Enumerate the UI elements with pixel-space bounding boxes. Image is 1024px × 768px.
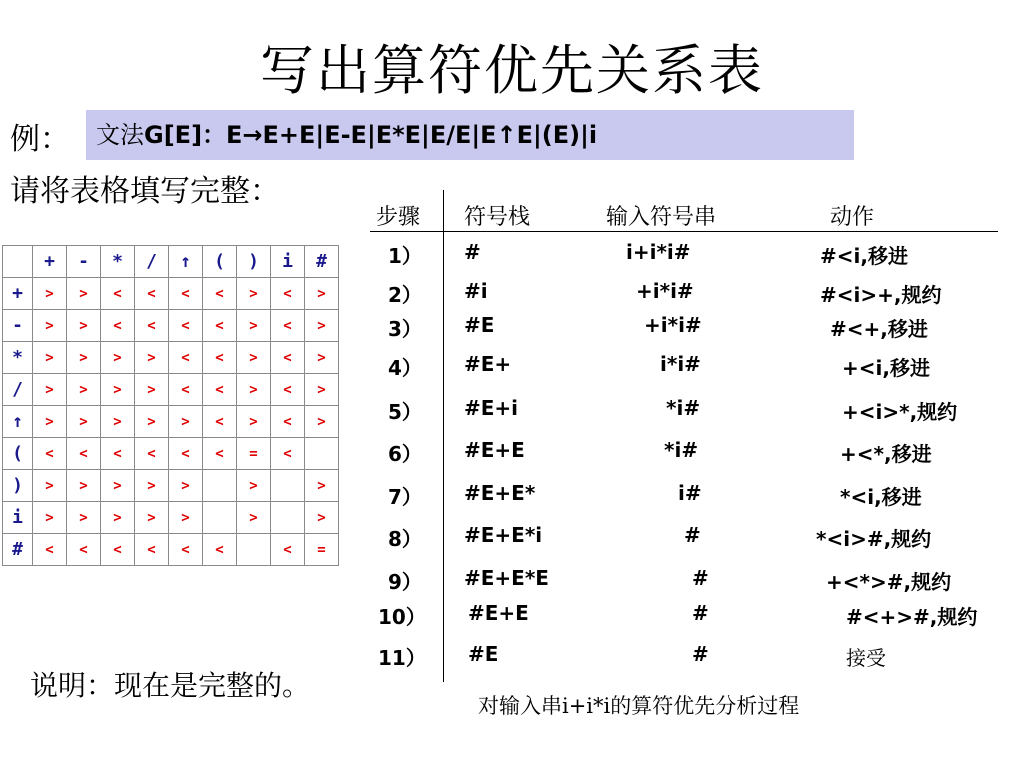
step-number: 11） [378,646,426,670]
grammar-box [86,110,854,160]
step-stack: #i [464,279,488,303]
step-stack: #E+E*i [464,523,543,547]
step-number: 2） [388,283,422,307]
relation-cell: < [203,374,237,406]
step-input: # [692,601,709,625]
relation-cell [203,470,237,502]
relation-cell: > [237,502,271,534]
step-input: +i*i# [644,313,702,337]
relation-cell: > [67,470,101,502]
relation-cell: > [169,502,203,534]
relation-cell: = [237,438,271,470]
relation-cell: > [237,342,271,374]
col-header: ( [203,246,237,278]
relation-cell: > [33,470,67,502]
step-number: 10） [378,605,426,629]
relation-cell: > [67,406,101,438]
relation-cell: > [305,342,339,374]
relation-cell: < [203,310,237,342]
relation-cell: < [169,374,203,406]
relation-cell: < [271,374,305,406]
step-action: *<i,移进 [840,485,922,509]
steps-divider-vertical [443,190,444,682]
step-input: i+i*i# [626,240,691,264]
relation-cell: > [67,310,101,342]
relation-cell: < [271,438,305,470]
relation-cell: < [169,342,203,374]
relation-cell: < [135,534,169,566]
step-number: 1） [388,244,422,268]
relation-cell: > [101,342,135,374]
relation-cell: > [135,406,169,438]
step-action: +<*,移进 [840,442,932,466]
relation-cell: > [135,342,169,374]
relation-cell: < [169,438,203,470]
relation-cell: > [305,406,339,438]
relation-cell: > [33,342,67,374]
step-stack: #E+E [464,438,525,462]
relation-cell: > [33,374,67,406]
relation-cell: > [101,470,135,502]
relation-cell: < [203,342,237,374]
row-header: ↑ [3,406,33,438]
relation-cell: > [237,470,271,502]
grammar-prefix: 文法 [96,121,144,149]
step-stack: # [464,240,481,264]
example-label: 例： [10,122,70,157]
step-action: +<*>#,规约 [826,570,952,594]
relation-cell: > [67,374,101,406]
relation-cell: < [33,534,67,566]
col-header: - [67,246,101,278]
step-number: 4） [388,356,422,380]
row-header: ) [3,470,33,502]
relation-cell [203,502,237,534]
relation-cell [305,438,339,470]
relation-cell: > [169,406,203,438]
note-text: 说明：现在是完整的。 [30,669,311,702]
col-header: ) [237,246,271,278]
relation-cell [237,534,271,566]
step-number: 6） [388,442,422,466]
relation-cell: > [305,374,339,406]
step-action: *<i>#,规约 [816,527,932,551]
step-stack: #E [468,642,499,666]
relation-cell: < [203,406,237,438]
step-action: +<i>*,规约 [842,400,958,424]
step-action: +<i,移进 [842,356,930,380]
relation-cell: > [169,470,203,502]
relation-cell: < [203,534,237,566]
relation-cell: > [305,502,339,534]
step-stack: #E+E*E [464,566,549,590]
precedence-row [3,438,339,470]
relation-cell: > [33,502,67,534]
row-header: i [3,502,33,534]
step-action: #<i,移进 [820,244,908,268]
relation-cell: < [169,534,203,566]
step-number: 9） [388,570,422,594]
relation-cell: > [135,502,169,534]
relation-cell: > [33,406,67,438]
col-header: ↑ [169,246,203,278]
precedence-row [3,310,339,342]
step-stack: #E [464,313,495,337]
relation-cell: > [305,470,339,502]
relation-cell: > [237,374,271,406]
relation-cell: > [67,502,101,534]
step-action: #<+,移进 [830,317,928,341]
relation-cell: < [67,534,101,566]
step-input: *i# [666,396,701,420]
header-step: 步骤 [376,205,421,230]
relation-cell: > [67,342,101,374]
grammar-productions: G[E]：E→E+E|E-E|E*E|E/E|E↑E|(E)|i [144,121,598,149]
header-stack: 符号栈 [464,205,531,230]
col-header: * [101,246,135,278]
relation-cell: > [33,310,67,342]
step-action: #<+>#,规约 [846,605,978,629]
relation-cell: > [135,374,169,406]
relation-cell: > [101,374,135,406]
relation-cell: > [101,406,135,438]
step-stack: #E+E* [464,481,536,505]
relation-cell: < [271,278,305,310]
relation-cell: = [305,534,339,566]
relation-cell: < [203,438,237,470]
header-action: 动作 [830,205,875,230]
precedence-row [3,406,339,438]
relation-cell: > [237,278,271,310]
step-input: # [692,566,709,590]
step-input: # [684,523,701,547]
relation-cell: > [33,278,67,310]
row-header: ( [3,438,33,470]
corner-cell [3,246,33,278]
step-number: 5） [388,400,422,424]
precedence-row [3,534,339,566]
step-input: i*i# [660,352,701,376]
relation-cell: > [305,278,339,310]
relation-cell: > [135,470,169,502]
relation-cell: < [271,342,305,374]
relation-cell: < [169,310,203,342]
relation-cell: < [33,438,67,470]
step-input: +i*i# [636,279,694,303]
step-number: 8） [388,527,422,551]
step-stack: #E+ [464,352,512,376]
instruction-text: 请将表格填写完整： [10,174,280,209]
precedence-header-row [3,246,339,278]
relation-cell: < [135,310,169,342]
header-input: 输入符号串 [606,205,717,230]
relation-cell [271,470,305,502]
relation-cell: < [101,310,135,342]
relation-cell: > [237,406,271,438]
relation-cell: < [203,278,237,310]
step-input: # [692,642,709,666]
steps-divider-horizontal [370,231,998,232]
row-header: + [3,278,33,310]
relation-cell: < [101,438,135,470]
step-input: *i# [664,438,699,462]
relation-cell: < [169,278,203,310]
step-stack: #E+i [464,396,519,420]
precedence-row [3,342,339,374]
step-number: 3） [388,317,422,341]
col-header: # [305,246,339,278]
step-action: 接受 [846,646,886,670]
relation-cell: < [271,310,305,342]
step-action: #<i>+,规约 [820,283,942,307]
row-header: / [3,374,33,406]
col-header: / [135,246,169,278]
row-header: # [3,534,33,566]
precedence-row [3,278,339,310]
row-header: - [3,310,33,342]
relation-cell: < [271,534,305,566]
precedence-row [3,374,339,406]
caption-text: 对输入串i+i*i的算符优先分析过程 [478,694,800,718]
relation-cell: > [67,278,101,310]
relation-cell: > [101,502,135,534]
relation-cell: < [271,406,305,438]
precedence-row [3,502,339,534]
precedence-table [2,245,339,566]
relation-cell: < [101,278,135,310]
relation-cell: < [101,534,135,566]
relation-cell: < [135,438,169,470]
relation-cell: < [67,438,101,470]
step-stack: #E+E [468,601,529,625]
step-number: 7） [388,485,422,509]
slide-title: 写出算符优先关系表 [260,39,764,102]
row-header: * [3,342,33,374]
relation-cell: < [135,278,169,310]
col-header: + [33,246,67,278]
col-header: i [271,246,305,278]
step-input: i# [678,481,702,505]
precedence-row [3,470,339,502]
relation-cell [271,502,305,534]
relation-cell: > [237,310,271,342]
relation-cell: > [305,310,339,342]
